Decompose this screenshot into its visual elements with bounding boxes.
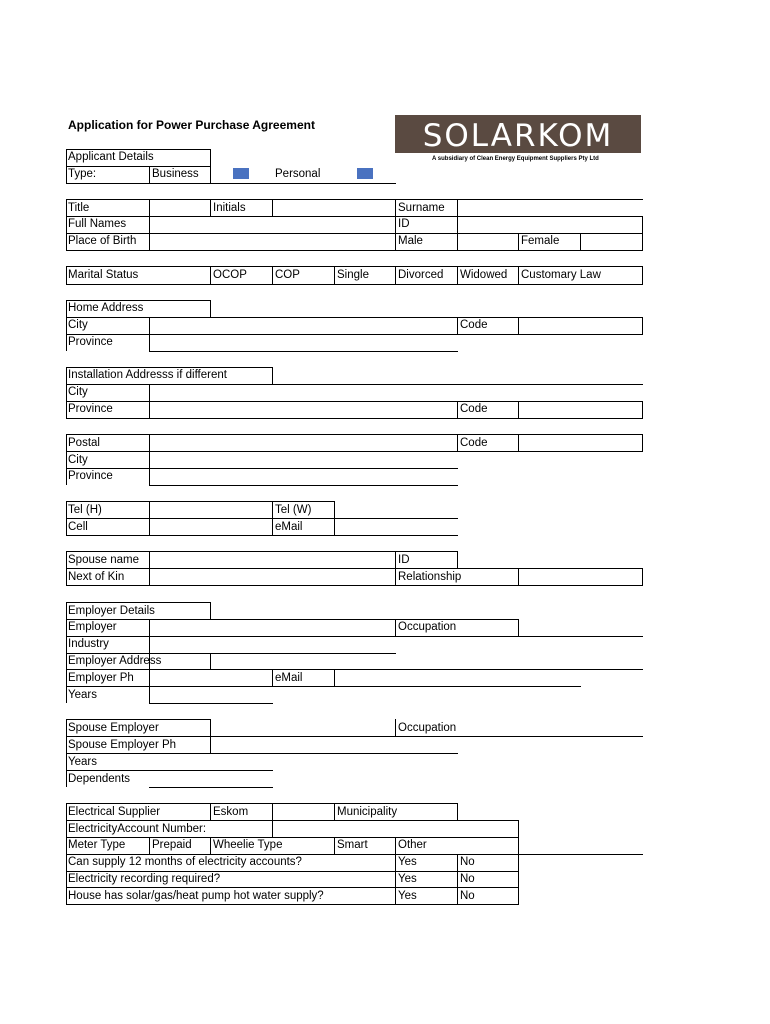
surname-field[interactable] xyxy=(458,200,641,215)
dependents-label: Dependents xyxy=(68,773,131,785)
male-label: Male xyxy=(398,235,423,247)
electricity-account-field[interactable] xyxy=(273,821,517,836)
install-province-label: Province xyxy=(68,403,113,415)
tel-w-label: Tel (W) xyxy=(275,504,312,516)
personal-label: Personal xyxy=(275,168,321,180)
q2-no-option[interactable]: No xyxy=(460,873,475,885)
employer-ph-field[interactable] xyxy=(150,670,271,685)
q3-yes-option[interactable]: Yes xyxy=(398,890,417,902)
question-recording-label: Electricity recording required? xyxy=(68,873,221,885)
marital-option-customary-law[interactable]: Customary Law xyxy=(521,269,601,281)
home-province-field[interactable] xyxy=(150,335,456,350)
question-12-months-label: Can supply 12 months of electricity accounts? xyxy=(68,856,302,868)
municipality-option[interactable]: Municipality xyxy=(337,806,398,818)
occupation-field[interactable] xyxy=(519,620,641,635)
initials-field[interactable] xyxy=(273,200,394,215)
home-code-field[interactable] xyxy=(519,318,641,333)
initials-label: Initials xyxy=(213,202,246,214)
type-label: Type: xyxy=(68,168,97,180)
email-field[interactable] xyxy=(335,519,457,534)
spouse-employer-ph-label: Spouse Employer Ph xyxy=(68,739,177,751)
id-label: ID xyxy=(398,218,410,230)
postal-city-label: City xyxy=(68,454,88,466)
marital-status-label: Marital Status xyxy=(68,269,139,281)
cell-field[interactable] xyxy=(150,519,271,534)
spouse-years-label: Years xyxy=(68,756,97,768)
next-of-kin-field[interactable] xyxy=(150,569,394,584)
spouse-name-label: Spouse name xyxy=(68,554,139,566)
form-title: Application for Power Purchase Agreement xyxy=(68,118,315,132)
title-label: Title xyxy=(68,202,90,214)
email-label: eMail xyxy=(275,521,303,533)
home-city-field[interactable] xyxy=(150,318,456,333)
postal-province-label: Province xyxy=(68,470,113,482)
spouse-occupation-label: Occupation xyxy=(398,722,457,734)
logo-text: SOLARKOM xyxy=(422,118,614,154)
postal-label: Postal xyxy=(68,437,100,449)
electrical-supplier-label: Electrical Supplier xyxy=(68,806,161,818)
meter-wheelie-option[interactable]: Wheelie Type xyxy=(213,839,283,851)
id-field[interactable] xyxy=(458,217,641,232)
spouse-id-label: ID xyxy=(398,554,410,566)
tel-h-label: Tel (H) xyxy=(68,504,102,516)
eskom-option[interactable]: Eskom xyxy=(213,806,249,818)
meter-smart-option[interactable]: Smart xyxy=(337,839,368,851)
employer-years-label: Years xyxy=(68,689,97,701)
surname-label: Surname xyxy=(398,202,445,214)
business-checkbox[interactable] xyxy=(233,168,249,179)
marital-option-widowed[interactable]: Widowed xyxy=(460,269,508,281)
spouse-name-field[interactable] xyxy=(150,552,394,567)
employer-email-label: eMail xyxy=(275,672,303,684)
employer-address-label: Employer Address xyxy=(68,655,162,667)
postal-code-field[interactable] xyxy=(519,435,641,450)
home-city-label: City xyxy=(68,319,88,331)
home-code-label: Code xyxy=(460,319,488,331)
relationship-field[interactable] xyxy=(519,569,641,584)
solarkom-logo xyxy=(395,115,641,153)
full-names-field[interactable] xyxy=(150,217,394,232)
business-label: Business xyxy=(152,168,199,180)
employer-label: Employer xyxy=(68,621,117,633)
spouse-employer-label: Spouse Employer xyxy=(68,722,159,734)
home-province-label: Province xyxy=(68,336,113,348)
question-hot-water-label: House has solar/gas/heat pump hot water supply? xyxy=(68,890,324,902)
home-address-label: Home Address xyxy=(68,302,144,314)
marital-option-divorced[interactable]: Divorced xyxy=(398,269,444,281)
postal-field[interactable] xyxy=(150,435,456,450)
electricity-account-label: ElectricityAccount Number: xyxy=(68,823,207,835)
applicant-details-label: Applicant Details xyxy=(68,151,154,163)
employer-field[interactable] xyxy=(150,620,394,635)
marital-option-single[interactable]: Single xyxy=(337,269,369,281)
personal-checkbox[interactable] xyxy=(357,168,373,179)
q1-no-option[interactable]: No xyxy=(460,856,475,868)
q3-no-option[interactable]: No xyxy=(460,890,475,902)
employer-email-field[interactable] xyxy=(335,670,580,685)
q1-yes-option[interactable]: Yes xyxy=(398,856,417,868)
employer-ph-label: Employer Ph xyxy=(68,672,134,684)
meter-type-label: Meter Type xyxy=(68,839,126,851)
spouse-employer-field[interactable] xyxy=(211,720,394,735)
place-of-birth-field[interactable] xyxy=(150,234,394,249)
spouse-employer-ph-field[interactable] xyxy=(211,737,457,752)
industry-label: Industry xyxy=(68,638,109,650)
employer-details-label: Employer Details xyxy=(68,605,155,617)
occupation-label: Occupation xyxy=(398,621,457,633)
marital-option-ocop[interactable]: OCOP xyxy=(213,269,247,281)
relationship-label: Relationship xyxy=(398,571,462,583)
q2-yes-option[interactable]: Yes xyxy=(398,873,417,885)
postal-code-label: Code xyxy=(460,437,488,449)
next-of-kin-label: Next of Kin xyxy=(68,571,125,583)
marital-option-cop[interactable]: COP xyxy=(275,269,300,281)
meter-other-option[interactable]: Other xyxy=(398,839,427,851)
title-field[interactable] xyxy=(150,200,209,215)
install-address-label: Installation Addresss if different xyxy=(68,369,227,381)
full-names-label: Full Names xyxy=(68,218,127,230)
install-city-label: City xyxy=(68,386,88,398)
install-code-label: Code xyxy=(460,403,488,415)
meter-prepaid-option[interactable]: Prepaid xyxy=(152,839,192,851)
logo-tagline: A subsidiary of Clean Energy Equipment Suppliers Pty Ltd xyxy=(432,156,599,162)
female-label: Female xyxy=(521,235,560,247)
install-city-field[interactable] xyxy=(150,385,641,400)
tel-h-field[interactable] xyxy=(150,502,271,517)
install-province-field[interactable] xyxy=(150,402,456,417)
place-of-birth-label: Place of Birth xyxy=(68,235,137,247)
cell-label: Cell xyxy=(68,521,88,533)
